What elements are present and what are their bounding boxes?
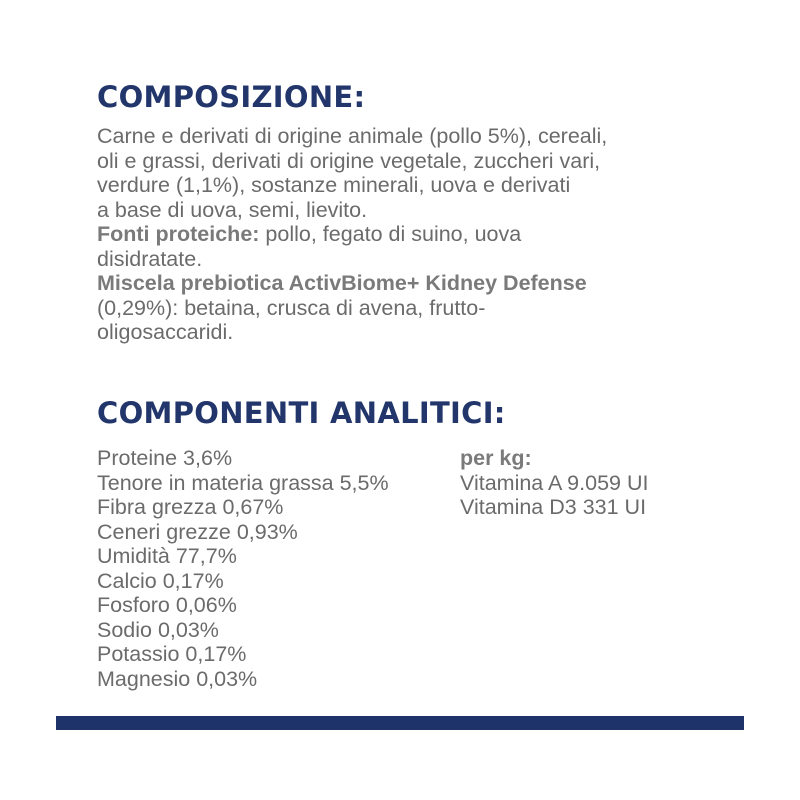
bottom-divider-bar xyxy=(56,716,744,730)
additivi-per-kg-list xyxy=(460,446,648,520)
analitici-item: Magnesio 0,03% xyxy=(97,666,258,691)
fonti-proteiche-line xyxy=(97,222,737,247)
composizione-line-3: verdure (1,1%), sostanze minerali, uova e derivati xyxy=(97,173,571,197)
analitici-item: Tenore in materia grassa 5,5% xyxy=(97,470,389,495)
analitici-item: Fibra grezza 0,67% xyxy=(97,495,284,519)
analitici-item: Potassio 0,17% xyxy=(97,642,247,666)
per-kg-label: per kg: xyxy=(460,446,532,470)
miscela-prebiotica-text-1: (0,29%): betaina, crusca di avena, frutto- xyxy=(97,295,486,320)
analitici-item: Sodio 0,03% xyxy=(97,617,219,642)
composizione-line-4: a base di uova, semi, lievito. xyxy=(97,197,368,222)
vitamin-item: Vitamina D3 331 UI xyxy=(460,495,647,519)
analitici-item: Calcio 0,17% xyxy=(97,568,224,593)
composizione-body xyxy=(97,124,737,345)
vitamin-item: Vitamina A 9.059 UI xyxy=(460,470,649,495)
analitici-item: Fosforo 0,06% xyxy=(97,593,237,617)
fonti-proteiche-label: Fonti proteiche: xyxy=(97,222,260,246)
analitici-item: Umidità 77,7% xyxy=(97,544,237,568)
composizione-heading: COMPOSIZIONE: xyxy=(97,80,366,114)
fonti-proteiche-text-2: disidratate. xyxy=(97,246,203,271)
composizione-line-1: Carne e derivati di origine animale (pollo 5%), cereali, xyxy=(97,124,608,148)
composizione-line-2: oli e grassi, derivati di origine vegetale, zuccheri vari, xyxy=(97,148,601,173)
analitici-list xyxy=(97,446,389,691)
componenti-analitici-heading: COMPONENTI ANALITICI: xyxy=(97,396,506,430)
miscela-prebiotica-text-2: oligosaccaridi. xyxy=(97,320,234,344)
miscela-prebiotica-label: Miscela prebiotica ActivBiome+ Kidney Defense xyxy=(97,271,587,295)
analitici-item: Proteine 3,6% xyxy=(97,446,233,470)
fonti-proteiche-text: pollo, fegato di suino, uova xyxy=(259,222,522,246)
analitici-item: Ceneri grezze 0,93% xyxy=(97,519,298,544)
